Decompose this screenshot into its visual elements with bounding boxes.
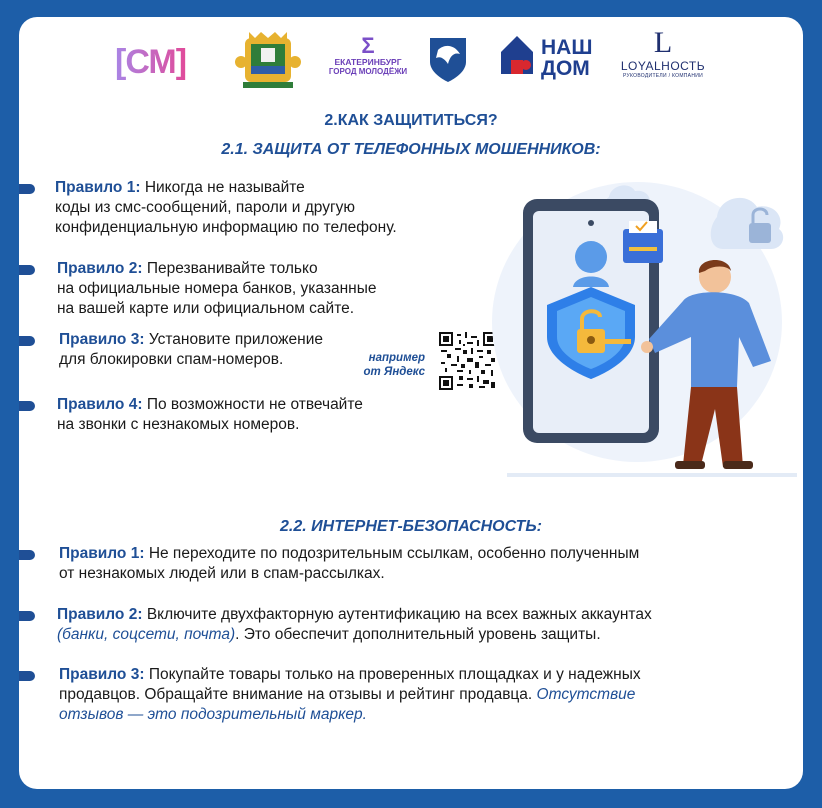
rule-bullet: [19, 401, 35, 411]
phone-security-illustration: [487, 177, 797, 487]
content-card: [19, 17, 803, 789]
rule-bullet: [19, 611, 35, 621]
internet-rule-3: Правило 3: Покупайте товары только на проверенных площадках и у надежных продавцов. Обращайте внимание на отзывы и рейтинг продавца. Отсутствие отзывов — это подозрительный маркер.: [59, 666, 641, 723]
rule-bullet: [19, 184, 35, 194]
internet-rule-1: Правило 1: Не переходите по подозрительным ссылкам, особенно полученным от незнакомых людей или в спам-рассылках.: [59, 545, 640, 582]
ekaterinburg-coat-of-arms: [235, 28, 301, 97]
rule-bullet: [19, 265, 35, 275]
phone-rule-4: Правило 4: По возможности не отвечайте на звонки с незнакомых номеров.: [57, 396, 363, 433]
nash-dom-text: НАШ ДОМ: [541, 36, 593, 80]
phone-rule-3: Правило 3: Установите приложение для блокировки спам-номеров.: [59, 331, 324, 368]
partner-logos: [19, 17, 803, 97]
internet-section-title: 2.2. ИНТЕРНЕТ-БЕЗОПАСНОСТЬ:: [280, 518, 542, 535]
loyalnost-logo: L LOYALНОСТЬ РУКОВОДИТЕЛИ / КОМПАНИИ: [620, 26, 706, 79]
rule-bullet: [19, 671, 35, 681]
phone-section-title: 2.1. ЗАЩИТА ОТ ТЕЛЕФОННЫХ МОШЕННИКОВ:: [221, 141, 601, 158]
internet-rule-2: Правило 2: Включите двухфакторную аутентификацию на всех важных аккаунтах (банки, соцсети, почта). Это обеспечит дополнительный уровень защиты.: [57, 606, 652, 643]
qr-note: например от Яндекс: [363, 352, 425, 378]
rule-bullet: [19, 336, 35, 346]
section-title: 2.КАК ЗАЩИТИТЬСЯ?: [324, 112, 498, 129]
nash-dom-logo: [497, 32, 537, 83]
sm-logo: [СМ]: [115, 43, 187, 81]
rule-bullet: [19, 550, 35, 560]
ekaterinburg-youth-logo: Ʃ ЕКАТЕРИНБУРГ ГОРОД МОЛОДЁЖИ: [328, 33, 408, 76]
phone-rule-2: Правило 2: Перезванивайте только на официальные номера банков, указанные на вашей карте или официальном сайте.: [57, 260, 377, 317]
eagle-emblem-logo: [426, 34, 470, 89]
phone-rule-1: Правило 1: Никогда не называйте коды из смс-сообщений, пароли и другую конфиденциальную информацию по телефону.: [55, 179, 397, 236]
